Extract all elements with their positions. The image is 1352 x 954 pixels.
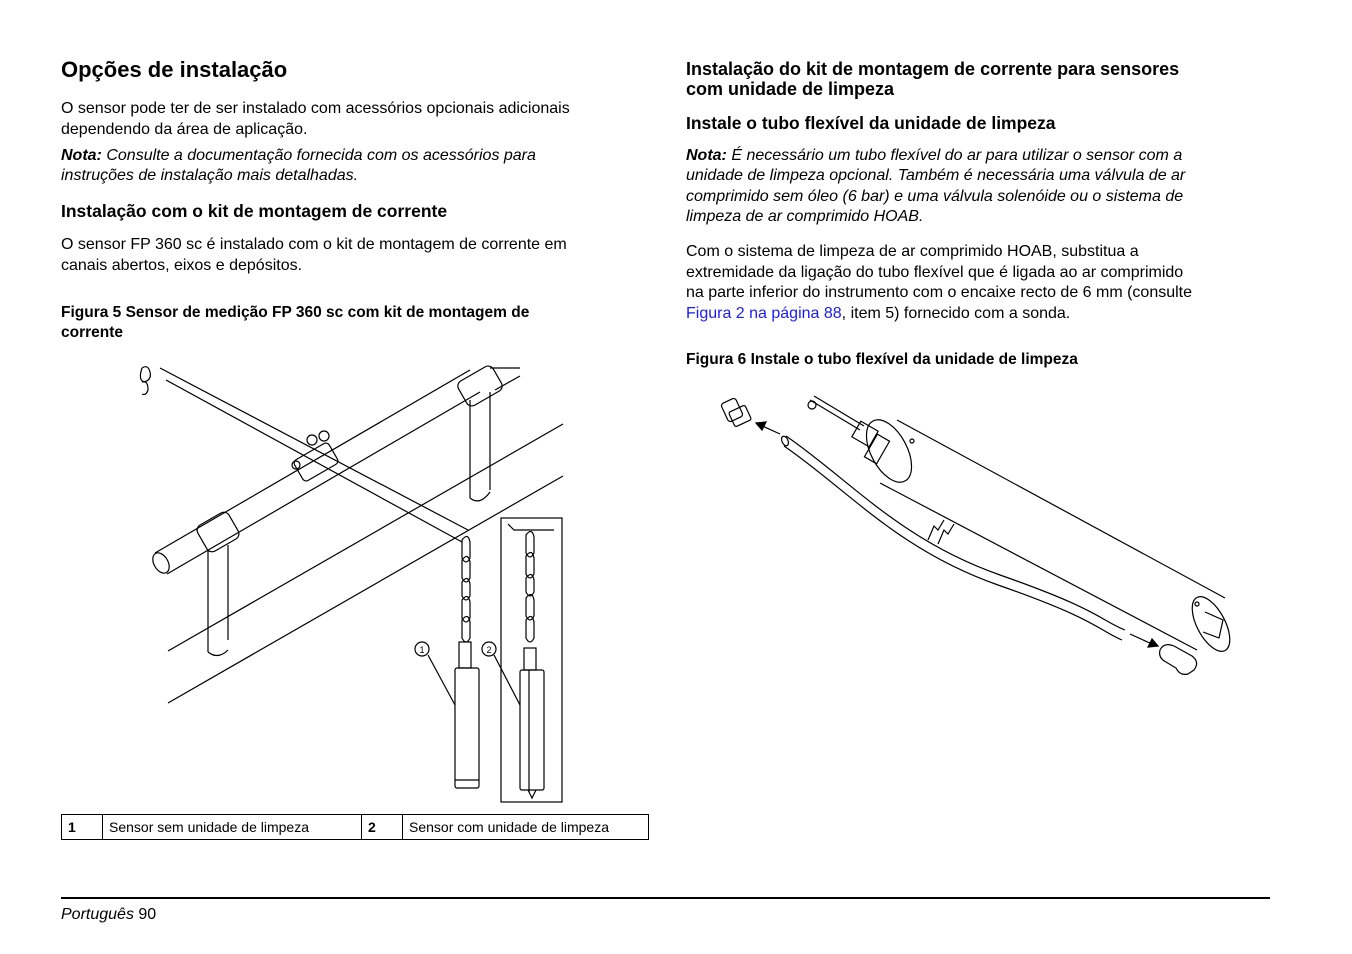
footer-language: Português <box>61 906 134 923</box>
section-heading: Instalação com o kit de montagem de corrente <box>61 201 448 221</box>
figure-5-caption-line-2: corrente <box>61 324 124 341</box>
legend-num-2: 2 <box>362 815 403 840</box>
callout-1: 1 <box>419 645 425 655</box>
note-label: Nota: <box>61 147 102 164</box>
note-2-text: É necessário um tubo flexível do ar para utilizar o sensor com a <box>726 147 1183 164</box>
right-para-line-2: extremidade da ligação do tubo flexível que é ligada ao ar comprimido <box>686 264 1184 281</box>
right-heading-line-1: Instalação do kit de montagem de corrente para sensores <box>686 59 1180 79</box>
right-para-line-1: Com o sistema de limpeza de ar comprimido HOAB, substitua a <box>686 243 1139 260</box>
page-title: Opções de instalação <box>61 57 288 82</box>
note-2-line-3: comprimido sem óleo (6 bar) e uma válvula solenóide ou o sistema de <box>686 188 1184 205</box>
section-text-line-2: canais abertos, eixos e depósitos. <box>61 257 303 274</box>
intro-line-1: O sensor pode ter de ser instalado com acessórios opcionais adicionais <box>61 100 570 117</box>
section-text-line-1: O sensor FP 360 sc é instalado com o kit de montagem de corrente em <box>61 236 567 253</box>
right-heading-line-2: com unidade de limpeza <box>686 79 895 99</box>
right-para-line-4-rest: , item 5) fornecido com a sonda. <box>841 305 1071 322</box>
legend-text-2: Sensor com unidade de limpeza <box>403 815 649 840</box>
note-2-label: Nota: <box>686 147 727 164</box>
footer-rule <box>61 897 1270 899</box>
right-subheading: Instale o tubo flexível da unidade de limpeza <box>686 113 1056 133</box>
note-text: Consulte a documentação fornecida com os acessórios para <box>101 147 536 164</box>
right-para-line-3: na parte inferior do instrumento com o encaixe recto de 6 mm (consulte <box>686 284 1193 301</box>
legend-num-1: 1 <box>62 815 103 840</box>
legend-text-1: Sensor sem unidade de limpeza <box>103 815 362 840</box>
figure-2-link[interactable]: Figura 2 na página 88 <box>686 305 842 322</box>
note-1-line-2: instruções de instalação mais detalhadas. <box>61 167 359 184</box>
footer <box>61 906 156 924</box>
figure-6-caption: Figura 6 Instale o tubo flexível da unidade de limpeza <box>686 351 1078 368</box>
footer-page-number: 90 <box>138 906 157 923</box>
callout-2: 2 <box>486 645 492 655</box>
figure-5-caption-line-1: Figura 5 Sensor de medição FP 360 sc com kit de montagem de <box>61 304 530 321</box>
intro-line-2: dependendo da área de aplicação. <box>61 121 308 138</box>
note-2-line-2: unidade de limpeza opcional. Também é necessária uma válvula de ar <box>686 167 1186 184</box>
note-2-line-4: limpeza de ar comprimido HOAB. <box>686 208 924 225</box>
